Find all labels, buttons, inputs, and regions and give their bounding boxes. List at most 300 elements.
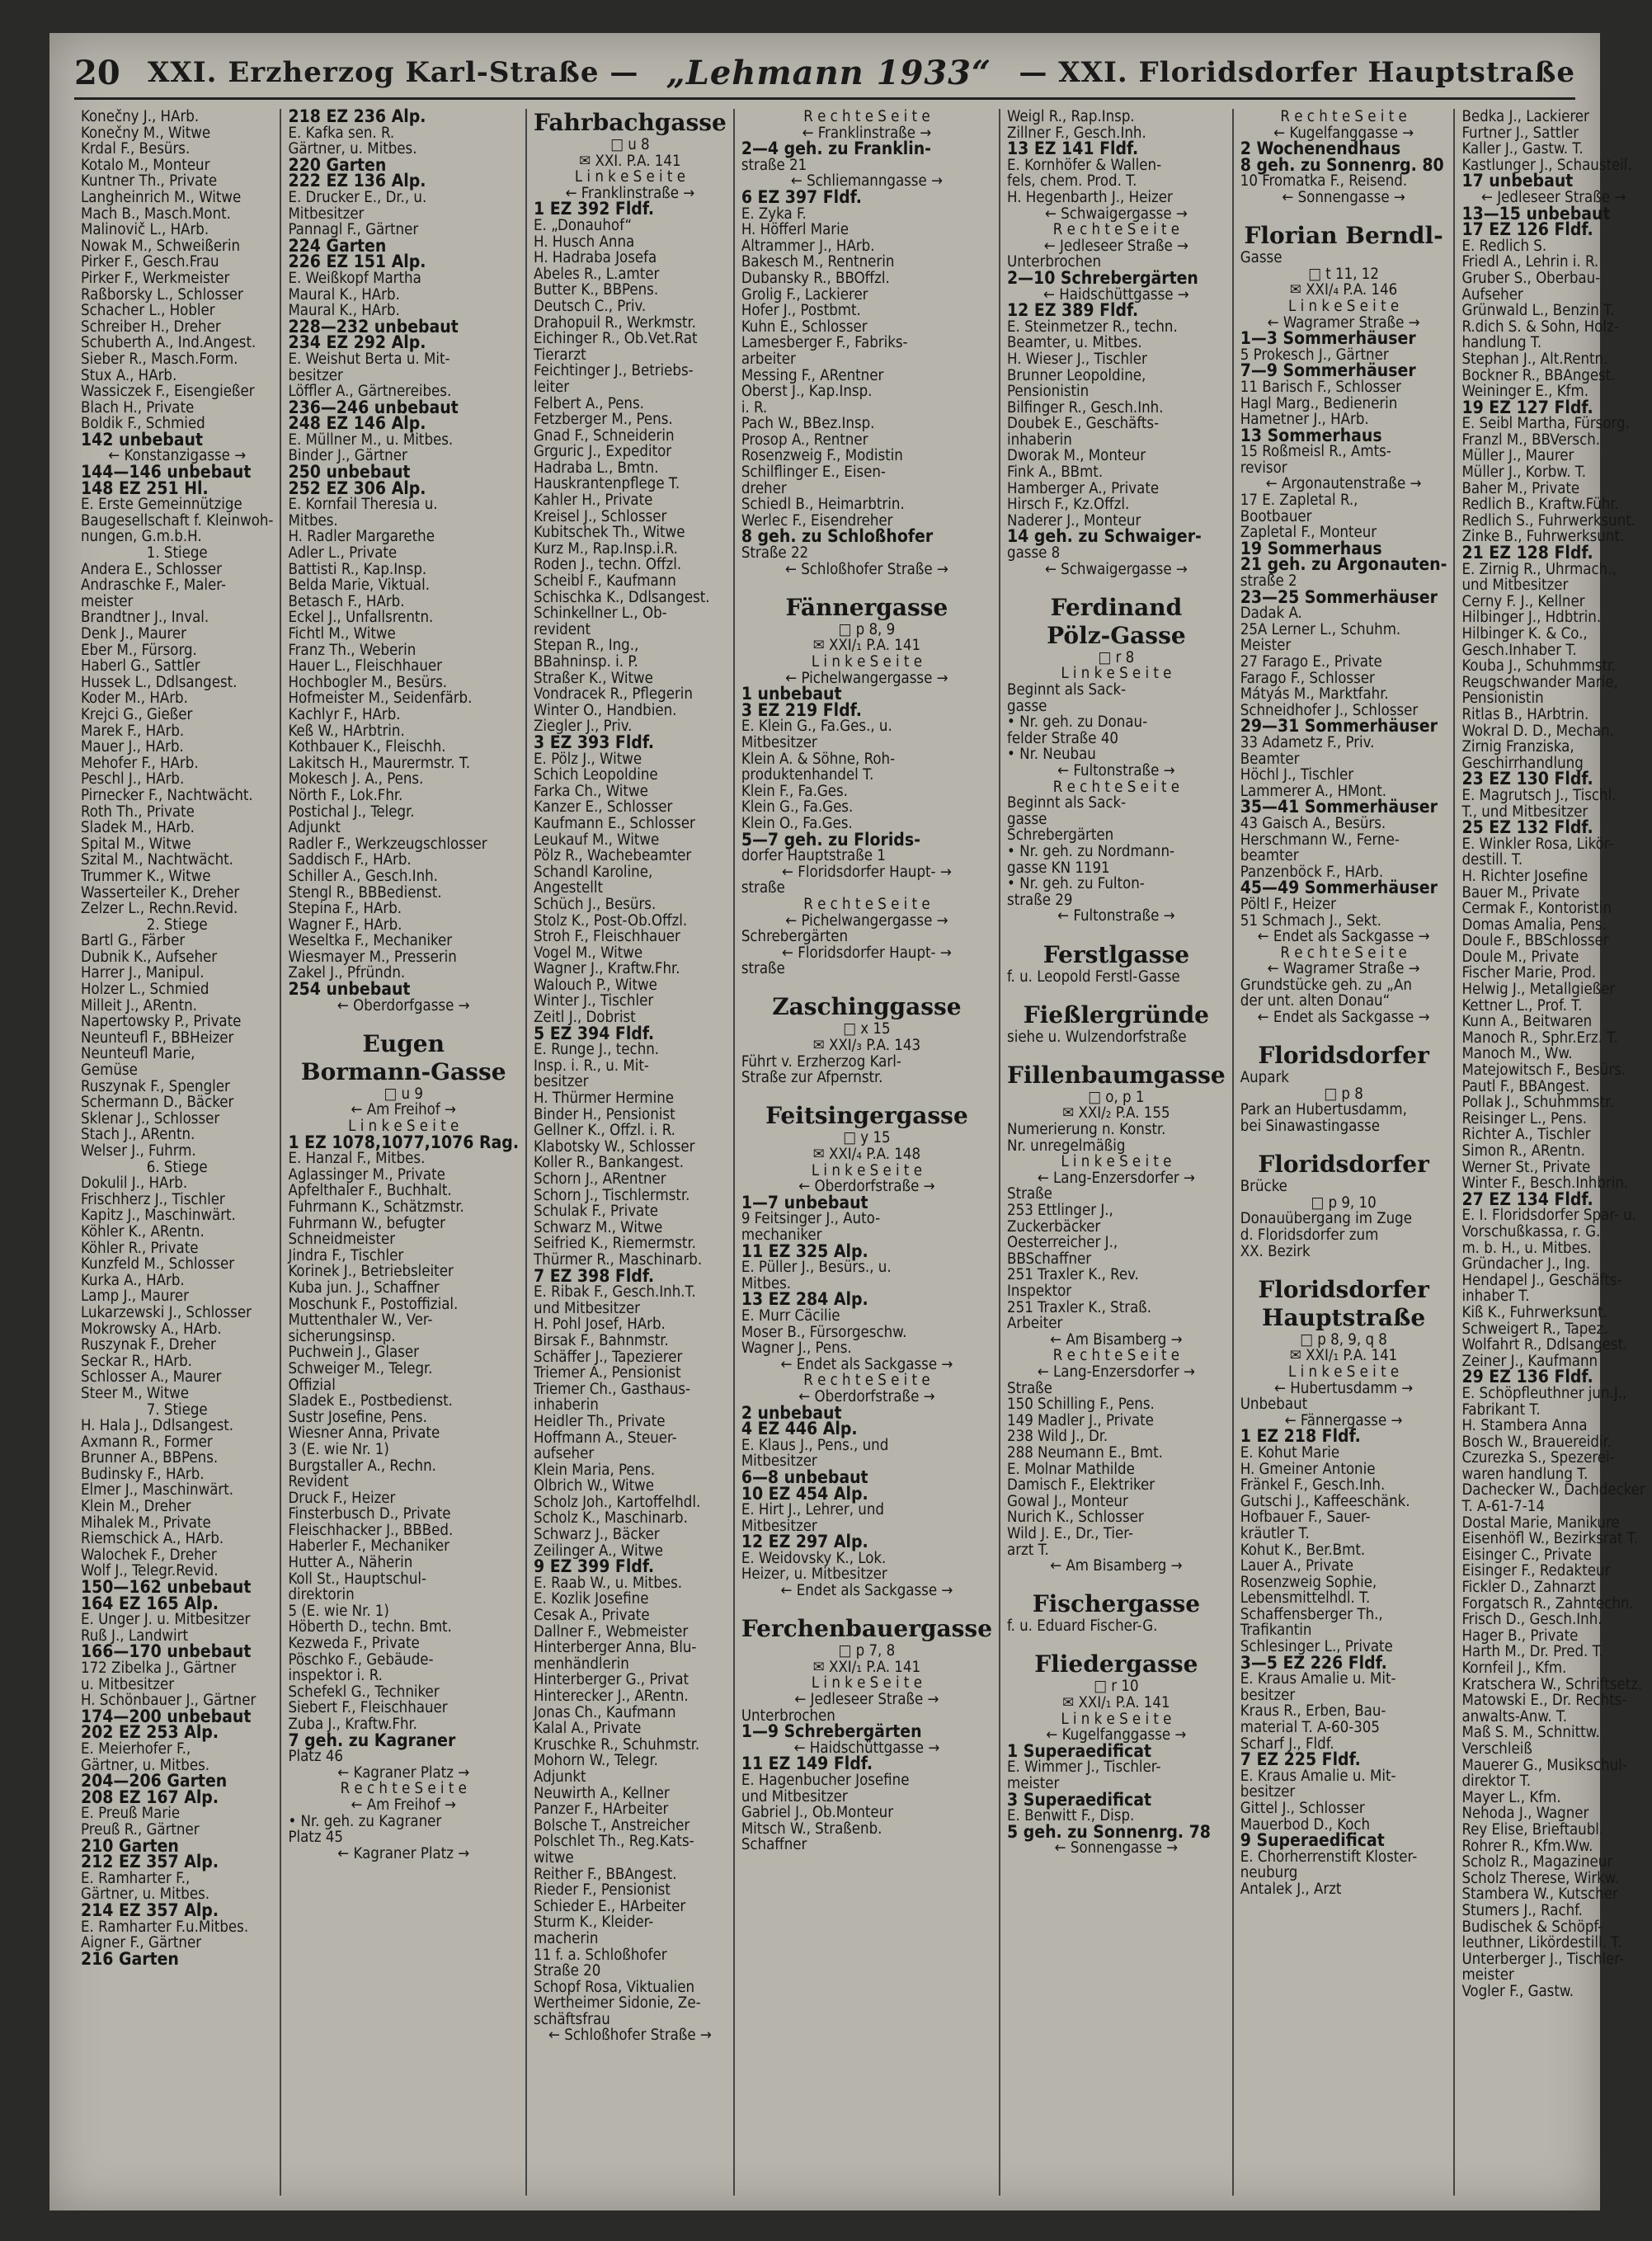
directory-line: Pollak J., Schuhmmstr. (1461, 1094, 1614, 1112)
directory-line: □ p 7, 8 (838, 1642, 896, 1660)
directory-line: arzt T. (1007, 1541, 1049, 1559)
column-5 (1000, 109, 1234, 2196)
directory-line: 1 EZ 218 Fldf. (1240, 1426, 1361, 1447)
directory-line: Nörth F., Lok.Fhr. (288, 786, 403, 804)
directory-line: 208 EZ 167 Alp. (81, 1787, 219, 1807)
directory-line: Mokrowsky A., HArb. (81, 1320, 222, 1338)
directory-line: XX. Bezirk (1240, 1242, 1311, 1260)
directory-line: Milleit J., ARentn. (81, 996, 197, 1015)
directory-line: 144—146 unbebaut (81, 462, 252, 483)
directory-line: Straße 22 (741, 544, 809, 563)
directory-line: L i n k e S e i t e (1061, 1710, 1172, 1728)
header-left: XXI. Erzherzog Karl-Straße — (148, 56, 639, 89)
directory-line: Thürmer R., Maschinarb. (534, 1250, 703, 1269)
directory-line: Floridsdorfer (1258, 1151, 1429, 1179)
directory-line: 3—5 EZ 226 Fldf. (1240, 1652, 1387, 1673)
directory-line: Deutsch C., Priv. (534, 297, 647, 315)
directory-line: sicherungsinsp. (288, 1327, 396, 1345)
directory-line: gasse KN 1191 (1007, 859, 1110, 877)
directory-line: L i n k e S e i t e (811, 1674, 922, 1693)
directory-line: Binder J., Gärtner (288, 447, 407, 465)
directory-line: Dallner F., Webmeister (534, 1622, 689, 1641)
directory-line: inhaber T. (1461, 1288, 1530, 1306)
directory-line: Pautl F., BBAngest. (1461, 1077, 1590, 1095)
directory-line: meister (1461, 1966, 1514, 1984)
directory-line: Grundstücke geh. zu „An (1240, 976, 1412, 994)
directory-line: ← Schliemanngasse → (790, 172, 943, 191)
directory-line: menhändlerin (534, 1655, 629, 1673)
directory-line: Revident (288, 1473, 349, 1491)
directory-line: und Mitbesitzer (534, 1299, 640, 1317)
directory-line: Reither F., BBAngest. (534, 1865, 677, 1883)
directory-line: 6 EZ 397 Fldf. (741, 186, 862, 207)
directory-line: und Mitbesitzer (741, 1787, 848, 1806)
directory-line: Hamberger A., Private (1007, 479, 1160, 497)
directory-line: Schischka K., Ddlsangest. (534, 588, 710, 606)
directory-line: Kunn A., Beitwaren (1461, 1013, 1593, 1031)
directory-line: Frischherz J., Tischler (81, 1190, 225, 1208)
directory-line: Kahler H., Private (534, 492, 653, 510)
directory-line: 10 EZ 454 Alp. (741, 1483, 868, 1504)
directory-line: Floridsdorfer (1258, 1042, 1429, 1070)
directory-line: ← Endet als Sackgasse → (1257, 928, 1430, 946)
directory-line: Olbrich W., Witwe (534, 1477, 655, 1495)
directory-line: E. Müllner M., u. Mitbes. (288, 431, 454, 449)
directory-line: Zirnig Franziska, (1461, 738, 1574, 756)
directory-line: Zuba J., Kraftw.Fhr. (288, 1716, 417, 1733)
directory-line: E. Seibl Martha, Fürsorg. (1461, 415, 1630, 433)
directory-line: Fuhrmann W., befugter (288, 1214, 445, 1232)
directory-line: Pöltl F., Heizer (1240, 895, 1337, 913)
directory-line: witwe (534, 1848, 574, 1867)
directory-line: Aufseher (1461, 285, 1523, 304)
directory-line: Meister (1240, 637, 1292, 655)
directory-line: Hauer L., Fleischhauer (288, 657, 443, 676)
directory-line: E. Runge J., techn. (534, 1041, 660, 1059)
directory-line: Bartl G., Färber (81, 932, 186, 950)
directory-line: Dubansky R., BBOffzl. (741, 269, 890, 287)
directory-line: Holzer L., Schmied (81, 981, 209, 999)
directory-line: Schweigert R., Tapez. (1461, 1320, 1608, 1338)
directory-line: Klein G., Fa.Ges. (741, 798, 854, 817)
directory-line: 5—7 geh. zu Florids- (741, 829, 920, 850)
directory-line: Schopf Rosa, Viktualien (534, 1978, 695, 1996)
directory-line: Denk J., Maurer (81, 625, 186, 643)
directory-line: 25A Lerner L., Schuhm. (1240, 620, 1401, 638)
directory-line: Bosch W., Brauereidir. (1461, 1433, 1612, 1451)
directory-line: besitzer (534, 1073, 589, 1091)
directory-line: L i n k e S e i t e (574, 168, 685, 186)
directory-line: E. Klaus J., Pens., und (741, 1436, 889, 1454)
directory-line: Belda Marie, Viktual. (288, 577, 431, 595)
directory-line: Gesch.Inhaber T. (1461, 641, 1577, 659)
directory-line: ✉ XXI/₁ P.A. 141 (1062, 1694, 1170, 1712)
directory-line: Korinek J., Betriebsleiter (288, 1263, 454, 1281)
directory-line: Haberl G., Sattler (81, 657, 200, 676)
directory-line: Klein M., Dreher (81, 1498, 191, 1516)
directory-line: Zeiner J., Kaufmann (1461, 1352, 1598, 1370)
directory-line: 35—41 Sommerhäuser (1240, 797, 1438, 817)
directory-line: Neunteufl Marie, (81, 1045, 195, 1063)
directory-line: Jindra F., Tischler (288, 1246, 404, 1264)
directory-line: Stach J., ARentn. (81, 1126, 195, 1144)
directory-line: 27 Farago E., Private (1240, 653, 1382, 671)
directory-line (741, 977, 992, 994)
directory-line: ← Pichelwangergasse → (785, 669, 948, 687)
directory-line: Sladek M., HArb. (81, 819, 195, 837)
directory-line: 149 Madler J., Private (1007, 1411, 1154, 1429)
directory-line: Mach B., Masch.Mont. (81, 205, 231, 223)
directory-line: nungen, G.m.b.H. (81, 528, 202, 546)
directory-line: Arbeiter (1007, 1315, 1063, 1333)
directory-line: Krejci G., Gießer (81, 705, 193, 723)
directory-line: • Nr. geh. zu Nordmann- (1007, 842, 1175, 860)
directory-line: Schermann D., Bäcker (81, 1094, 234, 1112)
directory-line: 164 EZ 165 Alp. (81, 1593, 219, 1613)
directory-line: 29 EZ 136 Fldf. (1461, 1367, 1593, 1387)
directory-line: 224 Garten (288, 235, 387, 256)
directory-line: Kezweda F., Private (288, 1635, 420, 1653)
directory-line: H. Höfferl Marie (741, 221, 849, 239)
directory-line: Hauptstraße (1262, 1303, 1426, 1331)
directory-line: Fichtl M., Witwe (288, 625, 396, 643)
directory-line: Pirker F., Werkmeister (81, 269, 230, 287)
directory-line: Kohut K., Ber.Bmt. (1240, 1541, 1366, 1559)
directory-line: 226 EZ 151 Alp. (288, 252, 426, 272)
directory-line: • Nr. geh. zu Donau- (1007, 713, 1148, 732)
directory-line: Hinterecker J., ARentn. (534, 1688, 689, 1705)
directory-line: Redlich S., Fuhrwerksunt. (1461, 511, 1636, 530)
directory-line: Mitbes. (288, 511, 338, 530)
directory-line: E. Unger J. u. Mitbesitzer (81, 1611, 251, 1629)
directory-line: Hadraba L., Bmtn. (534, 459, 659, 477)
directory-line: ← Konstanzigasse → (108, 447, 247, 465)
directory-line: □ x 15 (843, 1020, 891, 1038)
directory-line: Mauerbod D., Koch (1240, 1815, 1371, 1834)
directory-line: 250 unbebaut (288, 462, 411, 483)
directory-line: Stux A., HArb. (81, 366, 177, 384)
directory-line: arbeiter (741, 350, 796, 368)
directory-line: • Nr. geh. zu Kagraner (288, 1812, 442, 1830)
directory-line: dreher (741, 479, 787, 497)
directory-line: Fießlergründe (1023, 1000, 1209, 1029)
directory-line: fels, chem. Prod. T. (1007, 172, 1137, 191)
directory-line: Kettner L., Prof. T. (1461, 996, 1583, 1015)
directory-line: ✉ XXI. P.A. 141 (579, 152, 681, 170)
directory-line: R e c h t e S e i t e (803, 1372, 930, 1390)
directory-line: Fischer Marie, Prod. (1461, 964, 1597, 982)
directory-line: 252 EZ 306 Alp. (288, 478, 426, 498)
directory-line: Ferchenbauergasse (741, 1615, 993, 1643)
directory-line: Mitsch W., Straßenb. (741, 1820, 882, 1838)
directory-line: Unterbrochen (741, 1707, 835, 1725)
directory-line: 2 Wochenendhaus (1240, 139, 1401, 159)
directory-line: 2 unbebaut (741, 1402, 842, 1423)
directory-line: ← Am Freihof → (351, 1796, 456, 1814)
directory-line: straße 29 (1007, 891, 1073, 909)
directory-line: ← Fultonstraße → (1057, 761, 1175, 779)
directory-line: 12 EZ 297 Alp. (741, 1532, 868, 1552)
directory-line: Seckar R., HArb. (81, 1352, 192, 1370)
directory-line: inhaberin (1007, 431, 1072, 449)
directory-line: 2—10 Schrebergärten (1007, 267, 1198, 288)
directory-line: Hochbogler M., Besürs. (288, 673, 448, 691)
directory-line: Riemschick A., HArb. (81, 1530, 224, 1548)
directory-line: Maß S. M., Schnittw. (1461, 1724, 1600, 1742)
directory-line: E. Schöpfleuthner jun.J., (1461, 1384, 1627, 1402)
directory-line: Matowski E., Dr. Rechts- (1461, 1692, 1627, 1710)
directory-line: ← Argonautenstraße → (1265, 475, 1422, 493)
directory-line: 1 unbebaut (741, 684, 842, 704)
directory-line: Gittel J., Schlosser (1240, 1800, 1365, 1817)
directory-line: 3 EZ 393 Fldf. (534, 732, 655, 752)
directory-line: Schwarz M., Witwe (534, 1218, 663, 1236)
directory-line: straße 2 (1240, 572, 1297, 591)
directory-line: Burgstaller A., Rechn. (288, 1457, 436, 1475)
directory-line: Wasserteiler K., Dreher (81, 883, 240, 902)
directory-line: Eisenhöfl W., Bezirksrat T. (1461, 1530, 1639, 1548)
directory-line: BBahninsp. i. P. (534, 653, 638, 671)
directory-line: Wokral D. D., Mechan. (1461, 722, 1614, 740)
directory-line: Cermak F., Kontoristin (1461, 900, 1612, 918)
directory-line: Birsak F., Bahnmstr. (534, 1331, 669, 1349)
directory-line: Herschmann W., Ferne- (1240, 831, 1400, 849)
directory-line: E. Murr Cäcilie (741, 1306, 840, 1325)
directory-line: Manoch M., Ww. (1461, 1045, 1573, 1063)
directory-line: 220 Garten (288, 154, 387, 175)
directory-line: 1 Superaedificat (1007, 1740, 1151, 1761)
directory-line: R e c h t e S e i t e (803, 108, 930, 125)
directory-line: Schlesinger L., Private (1240, 1638, 1393, 1656)
directory-line: Winter J., Tischler (534, 992, 654, 1010)
directory-line: □ p 8, 9, q 8 (1300, 1330, 1387, 1349)
directory-line: E. Kornhöfer & Wallen- (1007, 156, 1162, 174)
directory-line: ← Schwaigergasse → (1044, 205, 1188, 223)
directory-line: Mihalek M., Private (81, 1514, 211, 1532)
directory-line: 3 (E. wie Nr. 1) (288, 1440, 389, 1458)
directory-line: direktor T. (1461, 1773, 1532, 1791)
directory-line: Raßborsky L., Schlosser (81, 285, 243, 304)
directory-line: macherin (534, 1929, 599, 1947)
columns-container (74, 106, 1645, 2196)
directory-line: Brunner A., BBPens. (81, 1449, 219, 1467)
directory-line: Grünwald L., Benzin T. (1461, 302, 1615, 320)
directory-line: ✉ XXI/₁ P.A. 141 (812, 637, 921, 655)
directory-line: Klein F., Fa.Ges. (741, 782, 848, 800)
directory-line: Scholz Joh., Kartoffelhdl. (534, 1493, 701, 1511)
directory-line: Straße (1007, 1185, 1052, 1203)
directory-line: Haberler F., Mechaniker (288, 1537, 449, 1556)
directory-line: H. Stambera Anna (1461, 1417, 1588, 1435)
directory-line: ← Franklinstraße → (802, 124, 932, 142)
directory-line: Fahrbachgasse (534, 109, 727, 136)
directory-line: schäftsfrau (534, 2010, 610, 2028)
directory-line: □ u 9 (384, 1085, 423, 1103)
header-center (666, 54, 991, 92)
directory-line: 8 geh. zu Schloßhofer (741, 526, 934, 547)
directory-line: Farka Ch., Witwe (534, 782, 648, 800)
directory-line: Sturm K., Kleider- (534, 1914, 654, 1932)
directory-line: Wild J. E., Dr., Tier- (1007, 1524, 1133, 1542)
directory-line: ← Wagramer Straße → (1267, 960, 1420, 978)
directory-line: 1—9 Schrebergärten (741, 1721, 922, 1742)
directory-line: anwalts-Anw. T. (1461, 1707, 1568, 1725)
directory-line: Kastlunger J., Schausteil. (1461, 156, 1632, 174)
directory-line: Hametner J., HArb. (1240, 411, 1369, 429)
directory-line: Gärtner, u. Mitbes. (81, 1756, 210, 1774)
directory-line: E. Pölz J., Witwe (534, 750, 642, 768)
directory-line: Heizer, u. Mitbesitzer (741, 1565, 887, 1584)
directory-line: gasse 8 (1007, 544, 1061, 563)
directory-line: Schäffer J., Tapezierer (534, 1348, 683, 1366)
directory-line: Baugesellschaft f. Kleinwoh- (81, 511, 274, 530)
directory-line: L i n k e S e i t e (1288, 297, 1400, 315)
directory-line: Sieber R., Masch.Form. (81, 350, 238, 368)
page-header (74, 48, 1575, 100)
directory-line: Klein A. & Söhne, Roh- (741, 750, 896, 768)
directory-line: Ferstlgasse (1043, 940, 1190, 968)
directory-line: Walouch P., Witwe (534, 976, 657, 994)
directory-line: Insp. i. R., u. Mit- (534, 1057, 649, 1075)
directory-line: Mitbesitzer (288, 205, 365, 223)
directory-line: Straße (1007, 1379, 1052, 1397)
directory-line: Walochek F., Dreher (81, 1546, 217, 1564)
directory-line: und Mitbesitzer (1461, 577, 1569, 595)
directory-line: gasse (1007, 810, 1047, 828)
directory-line: ← Schloßhofer Straße → (784, 560, 948, 578)
directory-line: 17 unbebaut (1461, 171, 1574, 191)
directory-line: Oesterreicher J., (1007, 1234, 1118, 1252)
directory-line: Koll St., Hauptschul- (288, 1570, 427, 1588)
directory-line: direktorin (288, 1586, 355, 1604)
directory-line: R e c h t e S e i t e (1052, 1347, 1180, 1365)
directory-line: T. A-61-7-14 (1461, 1498, 1545, 1516)
directory-line: Antalek J., Arzt (1240, 1880, 1342, 1898)
directory-line: Pannagl F., Gärtner (288, 221, 419, 239)
directory-line: E. Weißkopf Martha (288, 269, 421, 287)
directory-line: Vogler F., Gastw. (1461, 1982, 1574, 2000)
directory-line: Reugschwander Marie, (1461, 673, 1618, 691)
directory-line: Drahopuil R., Werkmstr. (534, 313, 696, 332)
directory-line: E. Kohut Marie (1240, 1443, 1340, 1462)
directory-line: Messing F., ARentner (741, 366, 884, 384)
directory-line (1007, 985, 1226, 1001)
directory-line: Werner St., Private (1461, 1158, 1591, 1176)
column-4 (735, 109, 1000, 2196)
directory-line: Boldik F., Schmied (81, 415, 205, 433)
directory-line: Preuß R., Gärtner (81, 1820, 200, 1838)
directory-line: Wiesmayer M., Presserin (288, 948, 457, 966)
directory-line: besitzer (1240, 1686, 1296, 1704)
directory-line: Löffler A., Gärtnereibes. (288, 383, 452, 401)
directory-line: 4 EZ 446 Alp. (741, 1419, 858, 1439)
directory-line: E. Wimmer J., Tischler- (1007, 1758, 1161, 1777)
directory-line: Helwig J., Metallgießer (1461, 981, 1616, 999)
directory-line: ← Jedleseer Straße → (1043, 237, 1188, 255)
directory-line: Kaufmann E., Schlosser (534, 814, 695, 832)
directory-line (1007, 1575, 1226, 1591)
directory-line: □ t 11, 12 (1308, 265, 1379, 283)
directory-line: Schrebergärten (741, 928, 849, 946)
directory-line: L i n k e S e i t e (348, 1118, 459, 1136)
directory-line: Gründacher J., Ing. (1461, 1255, 1591, 1274)
directory-line: Schlosser A., Maurer (81, 1368, 222, 1387)
directory-line: 5 geh. zu Sonnenrg. 78 (1007, 1821, 1211, 1842)
directory-line: H. Thürmer Hermine (534, 1090, 675, 1108)
directory-line: R e c h t e S e i t e (1052, 778, 1180, 796)
directory-line: 15 Roßmeisl R., Amts- (1240, 443, 1391, 461)
directory-line: Siebert F., Fleischhauer (288, 1699, 448, 1717)
directory-line: Lamp J., Maurer (81, 1288, 189, 1306)
directory-line: revident (534, 620, 591, 638)
directory-line: 23—25 Sommerhäuser (1240, 586, 1438, 607)
directory-line: 238 Wild J., Dr. (1007, 1428, 1108, 1446)
directory-line: inspektor i. R. (288, 1667, 383, 1685)
directory-line: 2. Stiege (146, 916, 208, 934)
directory-line: Hutter A., Näherin (288, 1554, 413, 1572)
directory-line: Szital M., Nachtwächt. (81, 851, 233, 869)
directory-line: Konečny J., HArb. (81, 108, 200, 125)
directory-line: Baher M., Private (1461, 479, 1580, 497)
directory-line: 214 EZ 357 Alp. (81, 1900, 219, 1920)
directory-line: Scharf J., Fldf. (1240, 1735, 1334, 1753)
directory-line: Grguric J., Expeditor (534, 443, 672, 461)
directory-line: Unbebaut (1240, 1396, 1308, 1414)
directory-line: Offizial (288, 1376, 336, 1394)
directory-line: Peschl J., HArb. (81, 770, 185, 789)
directory-line: □ r 8 (1098, 648, 1135, 666)
directory-line: ← Jedleseer Straße → (1481, 188, 1626, 206)
directory-line: 43 Gaisch A., Besürs. (1240, 814, 1386, 832)
directory-line: Dadak A. (1240, 605, 1302, 623)
directory-line: Schiedl B., Heimarbtrin. (741, 496, 905, 514)
directory-line: Kothbauer K., Fleischh. (288, 738, 446, 756)
directory-line: Malinovič L., HArb. (81, 221, 209, 239)
directory-line: 251 Traxler K., Rev. (1007, 1266, 1139, 1284)
directory-line: leiter (534, 378, 570, 396)
directory-line: E. Weishut Berta u. Mit- (288, 350, 450, 368)
directory-line: 288 Neumann E., Bmt. (1007, 1443, 1163, 1462)
directory-line: 166—170 unbebaut (81, 1641, 252, 1662)
directory-line: Eichinger R., Ob.Vet.Rat (534, 330, 698, 348)
directory-line: Richter A., Tischler (1461, 1126, 1591, 1144)
directory-line: Stumers J., Rachf. (1461, 1901, 1583, 1919)
directory-line: Eckel J., Unfallsrentn. (288, 609, 434, 627)
directory-line: Bootbauer (1240, 507, 1312, 525)
directory-line: Felbert A., Pens. (534, 394, 644, 412)
directory-line: Damisch F., Elektriker (1007, 1476, 1155, 1495)
directory-line: ✉ XXI/₃ P.A. 143 (812, 1037, 921, 1055)
directory-line: Seifried K., Riemermstr. (534, 1235, 696, 1253)
directory-line: L i n k e S e i t e (811, 1161, 922, 1179)
directory-line: Straße zur Afpernstr. (741, 1069, 883, 1087)
directory-line: Numerierung n. Konstr. (1007, 1121, 1166, 1139)
directory-line: Aigner F., Gärtner (81, 1934, 202, 1952)
directory-line: Kapitz J., Maschinwärt. (81, 1207, 236, 1225)
directory-line: Kalal A., Private (534, 1720, 642, 1738)
directory-line: Blach H., Private (81, 398, 195, 417)
directory-line: Mehofer F., HArb. (81, 754, 199, 772)
directory-line: Harrer J., Manipul. (81, 964, 205, 982)
directory-line: Hilbinger K. & Co., (1461, 625, 1588, 643)
directory-line: 216 Garten (81, 1948, 179, 1969)
directory-line: Zakel J., Pfründn. (288, 964, 406, 982)
directory-line: Fickler D., Zahnarzt (1461, 1579, 1596, 1597)
directory-line: Bauer M., Private (1461, 883, 1580, 902)
directory-line: E. Chorherrenstift Kloster- (1240, 1848, 1418, 1866)
directory-line: 9 Superaedificat (1240, 1830, 1385, 1851)
column-3 (527, 109, 735, 2196)
